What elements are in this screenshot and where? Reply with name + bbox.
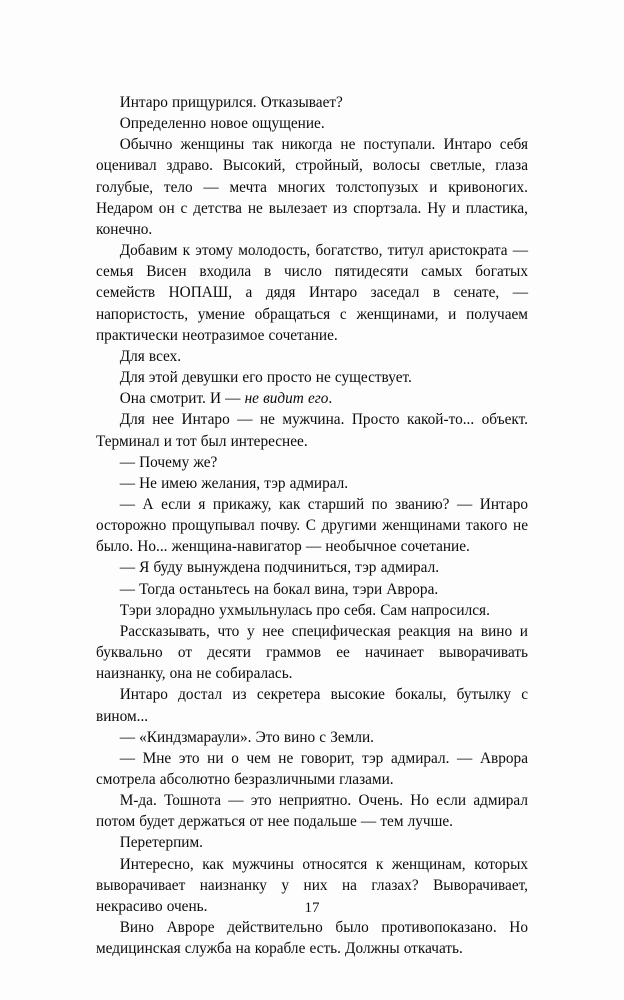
paragraph: Интересно, как мужчины относятся к женщинам, которых выворачивает наизнанку у них на глазах? Выворачивает, некрасиво очень. (96, 855, 528, 915)
dialog-line: — «Киндзмараули». Это вино с Земли. (119, 728, 375, 746)
paragraph: Рассказывать, что у нее специфическая реакция на вино и буквально от десяти граммов ее начинает выворачивать наизнанку, она не собиралась. (96, 622, 528, 683)
page-text-block (96, 92, 528, 959)
paragraph: Обычно женщины так никогда не поступали. Интаро себя оценивал здраво. Высокий, стройный, волосы светлые, глаза голубые, тело — мечта многих толстопузых и кривоногих. Недаром он с детства не вылезает из спортзала. Ну и пластика, конечно. (96, 136, 528, 238)
dialog-line: — Не имею желания, тэр адмирал. (119, 474, 349, 492)
paragraph: Перетерпим. (119, 834, 203, 852)
paragraph: Добавим к этому молодость, богатство, титул аристократа — семья Висен входила в число пятидесяти самых богатых семейств НОПАШ, а дядя Интаро заседал в сенате, — напористость, умение обращаться с женщинами, и получаем практически неотразимое сочетание. (96, 242, 528, 344)
paragraph: Для всех. (119, 347, 182, 365)
dialog-line: — Тогда останьтесь на бокал вина, тэри Аврора. (119, 580, 439, 598)
paragraph: Определенно новое ощущение. (119, 115, 325, 133)
paragraph: Для этой девушки его просто не существует. (119, 369, 412, 387)
paragraph: Интаро прищурился. Отказывает? (119, 94, 343, 111)
paragraph-text-tail: . (328, 390, 333, 408)
paragraph: Интаро достал из секретера высокие бокалы, бутылку с вином... (96, 686, 528, 725)
paragraph-with-italic (96, 388, 528, 409)
dialog-line: — Я буду вынуждена подчиниться, тэр адмирал. (119, 559, 440, 577)
paragraph-text-lead: Она смотрит. И — (119, 390, 245, 408)
paragraph: Для нее Интаро — не мужчина. Просто какой-то... объект. Терминал и тот был интереснее. (96, 411, 528, 450)
paragraph: Вино Авроре действительно было противопоказано. Но медицинская служба на корабле есть. Должны откачать. (96, 919, 528, 958)
emphasis-text: не видит его (244, 390, 329, 408)
page-number: 17 (304, 900, 320, 916)
dialog-line: — Почему же? (119, 453, 218, 471)
paragraph: Тэри злорадно ухмыльнулась про себя. Сам напросился. (119, 601, 490, 619)
dialog-line: — Мне это ни о чем не говорит, тэр адмирал. — Аврора смотрела абсолютно безразличными глазами. (96, 749, 528, 788)
paragraph: М-да. Тошнота — это неприятно. Очень. Но если адмирал потом будет держаться от нее подальше — тем лучше. (96, 792, 528, 831)
dialog-line: — А если я прикажу, как старший по званию? — Интаро осторожно прощупывал почву. С другими женщинами такого не было. Но... женщина-навигатор — необычное сочетание. (96, 495, 528, 556)
